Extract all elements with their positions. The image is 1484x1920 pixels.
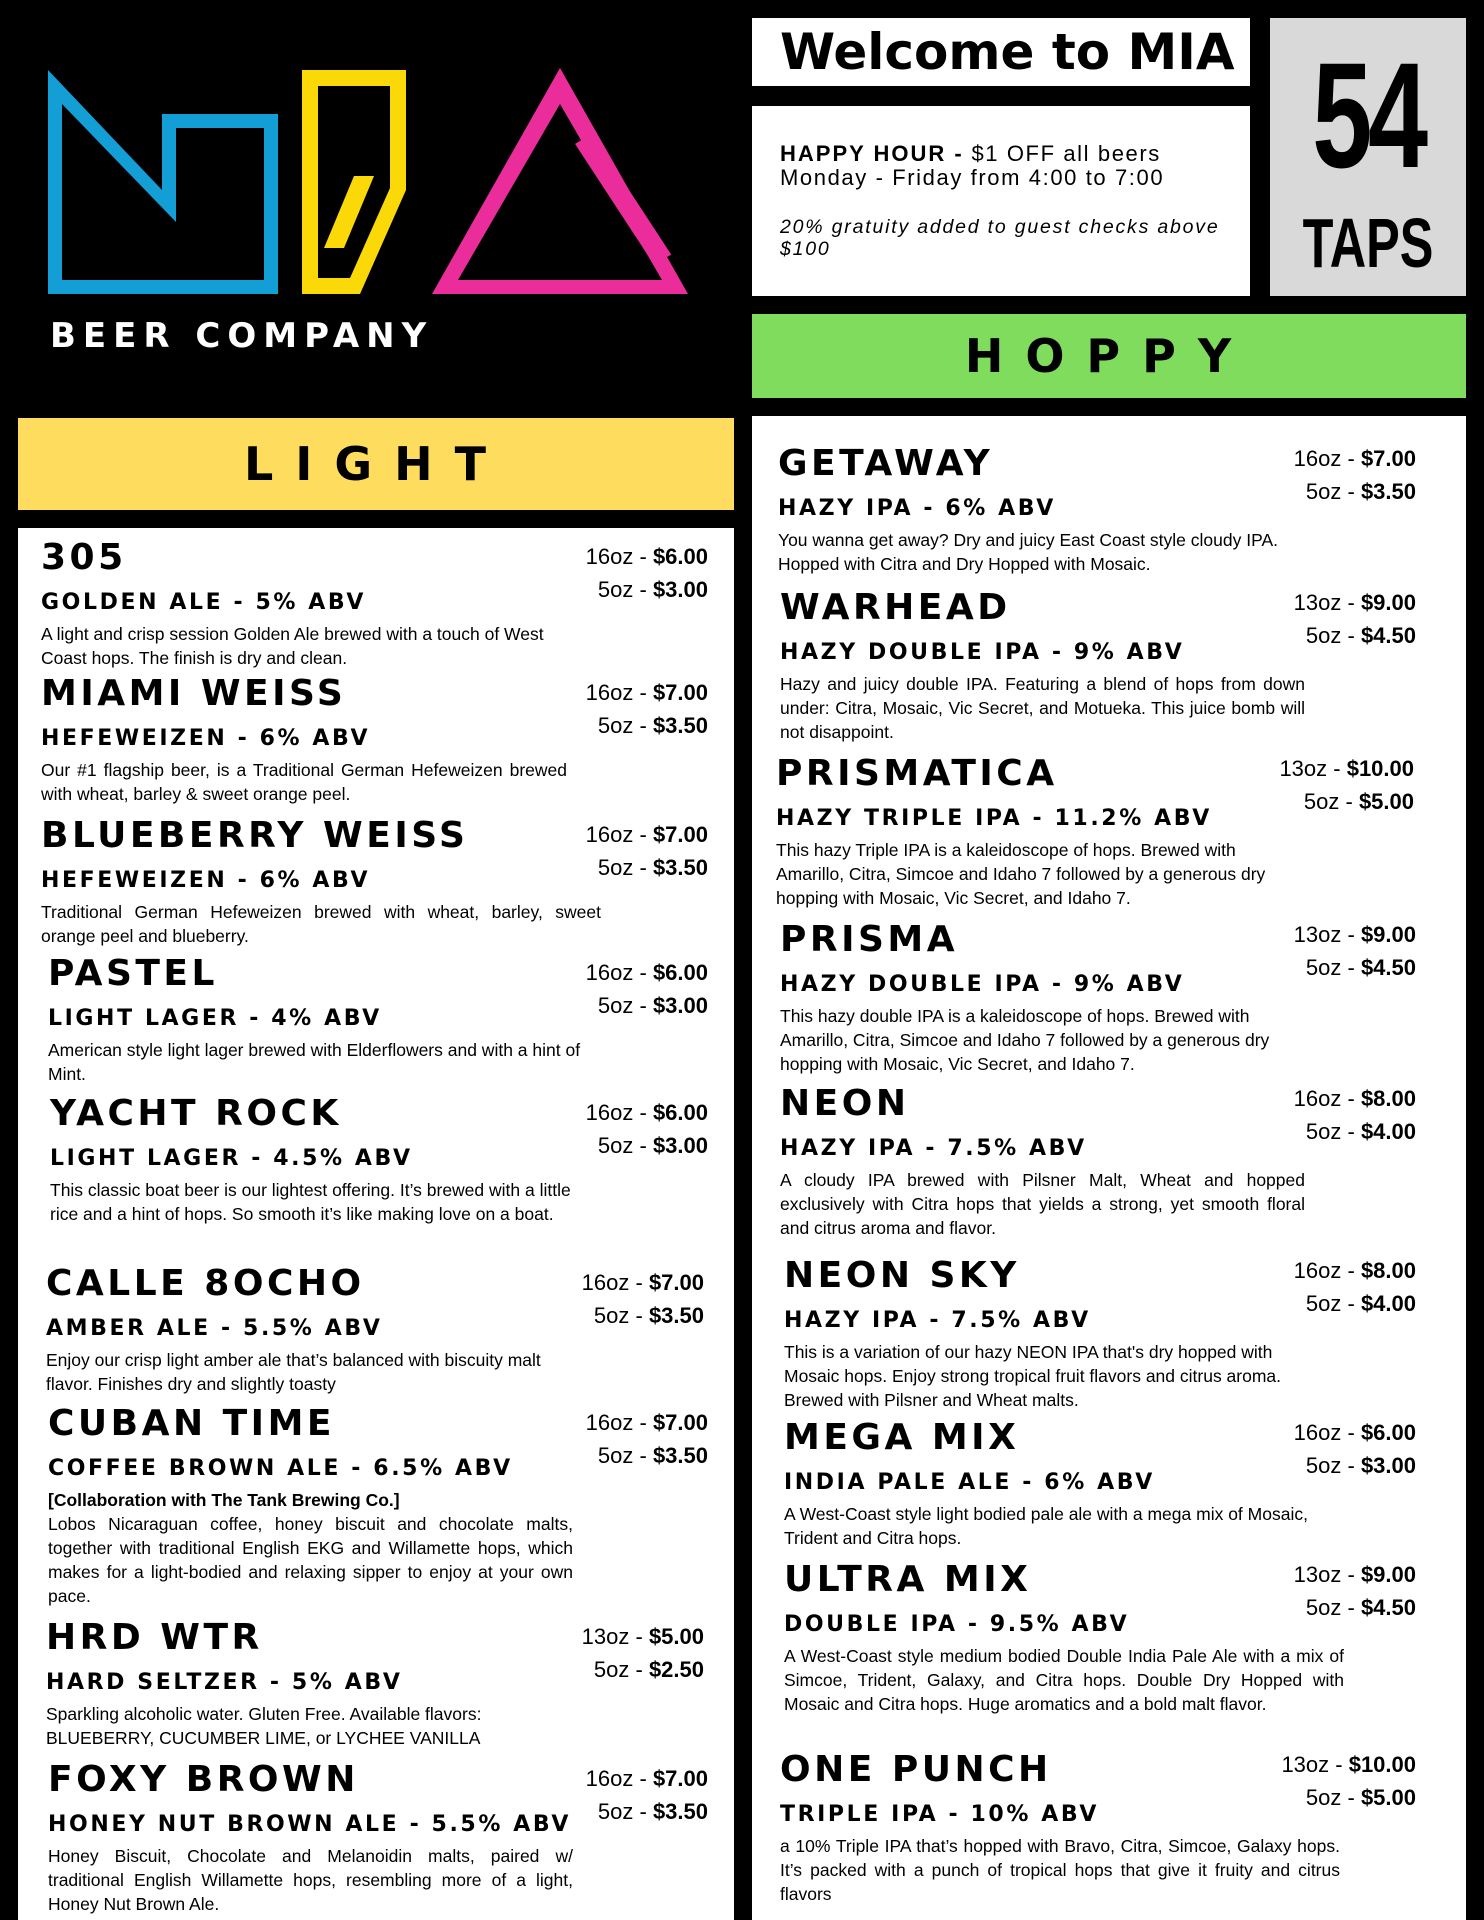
beer-prices <box>1294 1082 1416 1148</box>
beer-style: HAZY IPA - 7.5% ABV <box>784 1308 1091 1333</box>
beer-prices <box>586 676 708 742</box>
beer-prices <box>1279 752 1414 818</box>
pour-size: 16oz - <box>585 1766 653 1791</box>
beer-name: FOXY BROWN <box>48 1759 359 1800</box>
price-line-large <box>582 1266 704 1299</box>
price-line-small <box>1294 1287 1416 1320</box>
price: $3.50 <box>1360 479 1416 504</box>
beer-prices <box>1294 442 1416 508</box>
pour-size: 16oz - <box>585 822 653 847</box>
price: $8.00 <box>1360 1086 1416 1111</box>
pour-size: 16oz - <box>1293 446 1361 471</box>
brand-subtitle: BEER COMPANY <box>50 316 434 356</box>
taps-count-box <box>1270 18 1466 296</box>
price-line-small <box>582 1299 704 1332</box>
beer-description: A West-Coast style light bodied pale ale with a mega mix of Mosaic, Trident and Citra hops. <box>784 1504 1308 1548</box>
beer-prices <box>586 818 708 884</box>
beer-name: NEON <box>780 1083 910 1124</box>
beer-style: HEFEWEIZEN - 6% ABV <box>41 868 371 893</box>
beer-description: Honey Biscuit, Chocolate and Melanoidin malts, paired w/ traditional English Willamette hops, resembling more of a light, Honey Nut Brown Ale. <box>48 1846 573 1914</box>
pour-size: 13oz - <box>1293 922 1361 947</box>
collaboration-note: [Collaboration with The Tank Brewing Co.] <box>48 1490 400 1510</box>
happy-hour-text <box>780 142 1164 190</box>
hoppy-section-header: HOPPY <box>752 314 1466 398</box>
price-line-large <box>586 956 708 989</box>
price-line-large <box>586 1406 708 1439</box>
price: $10.00 <box>1346 756 1414 781</box>
beer-style: HONEY NUT BROWN ALE - 5.5% ABV <box>48 1812 571 1837</box>
beer-name: ONE PUNCH <box>780 1749 1052 1790</box>
beer-description <box>48 1488 573 1608</box>
beer-name: PRISMATICA <box>776 753 1058 794</box>
beer-description: You wanna get away? Dry and juicy East Coast style cloudy IPA. Hopped with Citra and Dry Hopped with Mosaic. <box>778 530 1278 574</box>
beer-description: A light and crisp session Golden Ale brewed with a touch of West Coast hops. The finish is dry and clean. <box>41 624 544 668</box>
pour-size: 5oz - <box>1305 1119 1361 1144</box>
price: $4.00 <box>1360 1119 1416 1144</box>
happy-hour-label: HAPPY HOUR - <box>780 141 964 166</box>
price-line-small <box>1294 619 1416 652</box>
gratuity-note: 20% gratuity added to guest checks above $100 <box>780 216 1220 260</box>
beer-description: This is a variation of our hazy NEON IPA that's dry hopped with Mosaic hops. Enjoy strong tropical fruit flavors and citrus aroma. Brewed with Pilsner and Wheat malts. <box>784 1342 1282 1410</box>
pour-size: 5oz - <box>597 1799 653 1824</box>
beer-prices <box>586 956 708 1022</box>
pour-size: 13oz - <box>581 1624 649 1649</box>
price: $6.00 <box>1360 1420 1416 1445</box>
price-line-large <box>586 818 708 851</box>
price: $7.00 <box>652 1766 708 1791</box>
pour-size: 5oz - <box>1303 789 1359 814</box>
price-line-small <box>1294 1115 1416 1148</box>
price: $3.00 <box>1360 1453 1416 1478</box>
pour-size: 5oz - <box>597 1443 653 1468</box>
beer-description: a 10% Triple IPA that’s hopped with Bravo, Citra, Simcoe, Galaxy hops. It’s packed with a punch of tropical hops that give it fruity and citrus flavors <box>780 1836 1340 1904</box>
price-line-small <box>586 573 708 606</box>
pour-size: 5oz - <box>597 855 653 880</box>
beer-prices <box>582 1266 704 1332</box>
beer-description: A cloudy IPA brewed with Pilsner Malt, Wheat and hopped exclusively with Citra hops that yields a strong, yet smooth floral and citrus aroma and flavor. <box>780 1170 1305 1238</box>
price-line-small <box>1279 785 1414 818</box>
beer-prices <box>1281 1748 1416 1814</box>
beer-name: ULTRA MIX <box>784 1559 1032 1600</box>
pour-size: 16oz - <box>585 1410 653 1435</box>
price: $5.00 <box>1358 789 1414 814</box>
price: $3.50 <box>652 855 708 880</box>
price: $4.50 <box>1360 623 1416 648</box>
beer-name: WARHEAD <box>780 587 1011 628</box>
pour-size: 5oz - <box>593 1657 649 1682</box>
pour-size: 16oz - <box>585 544 653 569</box>
beer-description: Sparkling alcoholic water. Gluten Free. Available flavors: BLUEBERRY, CUCUMBER LIME, or LYCHEE VANILLA <box>46 1704 482 1748</box>
price-line-large <box>1294 1254 1416 1287</box>
price-line-large <box>1294 1558 1416 1591</box>
beer-prices <box>1294 918 1416 984</box>
pour-size: 16oz - <box>585 680 653 705</box>
price: $6.00 <box>652 1100 708 1125</box>
price: $9.00 <box>1360 1562 1416 1587</box>
price-line-large <box>1294 1416 1416 1449</box>
light-beer-list <box>18 528 734 1920</box>
price: $5.00 <box>1360 1785 1416 1810</box>
pour-size: 5oz - <box>1305 479 1361 504</box>
price: $7.00 <box>648 1270 704 1295</box>
price-line-small <box>1294 1449 1416 1482</box>
price-line-large <box>586 1096 708 1129</box>
price-line-small <box>586 851 708 884</box>
price: $3.50 <box>652 1443 708 1468</box>
taps-label: TAPS <box>1302 204 1434 282</box>
price-line-large <box>586 540 708 573</box>
hoppy-beer-list <box>752 416 1466 1920</box>
pour-size: 16oz - <box>581 1270 649 1295</box>
beer-style: HEFEWEIZEN - 6% ABV <box>41 726 371 751</box>
beer-description-text: Lobos Nicaraguan coffee, honey biscuit and chocolate malts, together with traditional English EKG and Willamette hops, which makes for a light-bodied and relaxing sipper to enjoy at your own pace. <box>48 1514 573 1606</box>
beer-prices <box>1294 1416 1416 1482</box>
pour-size: 13oz - <box>1293 1562 1361 1587</box>
logo-letter-a-line <box>575 130 671 269</box>
beer-name: GETAWAY <box>778 443 994 484</box>
pour-size: 5oz - <box>597 1133 653 1158</box>
price-line-large <box>1294 918 1416 951</box>
beer-style: GOLDEN ALE - 5% ABV <box>41 590 367 615</box>
beer-prices <box>1294 586 1416 652</box>
price: $8.00 <box>1360 1258 1416 1283</box>
beer-style: HAZY DOUBLE IPA - 9% ABV <box>780 640 1185 665</box>
welcome-title: Welcome to MIA <box>780 23 1235 81</box>
light-section-header: LIGHT <box>18 418 734 510</box>
pour-size: 13oz - <box>1293 590 1361 615</box>
price-line-small <box>586 1795 708 1828</box>
beer-style: DOUBLE IPA - 9.5% ABV <box>784 1612 1130 1637</box>
price-line-large <box>1279 752 1414 785</box>
beer-description: This hazy double IPA is a kaleidoscope of hops. Brewed with Amarillo, Citra, Simcoe and Idaho 7 followed by a generous dry hopping with Mosaic, Vic Secret, and Idaho 7. <box>780 1006 1270 1074</box>
beer-name: PASTEL <box>48 953 218 994</box>
beer-description: Hazy and juicy double IPA. Featuring a blend of hops from down under: Citra, Mosaic, Vic Secret, and Motueka. This juice bomb will not disappoint. <box>780 674 1305 742</box>
beer-prices <box>582 1620 704 1686</box>
beer-style: LIGHT LAGER - 4.5% ABV <box>50 1146 413 1171</box>
beer-name: MEGA MIX <box>784 1417 1020 1458</box>
price: $9.00 <box>1360 922 1416 947</box>
price-line-small <box>1294 951 1416 984</box>
pour-size: 5oz - <box>1305 955 1361 980</box>
pour-size: 13oz - <box>1281 1752 1349 1777</box>
price: $6.00 <box>652 960 708 985</box>
beer-prices <box>586 1406 708 1472</box>
beer-style: TRIPLE IPA - 10% ABV <box>780 1802 1099 1827</box>
beer-prices <box>586 540 708 606</box>
price: $7.00 <box>1360 446 1416 471</box>
price: $9.00 <box>1360 590 1416 615</box>
pour-size: 5oz - <box>1305 623 1361 648</box>
price-line-small <box>586 989 708 1022</box>
pour-size: 16oz - <box>585 960 653 985</box>
beer-name: MIAMI WEISS <box>41 673 347 714</box>
price-line-small <box>1294 475 1416 508</box>
beer-description: Enjoy our crisp light amber ale that’s balanced with biscuity malt flavor. Finishes dry and slightly toasty <box>46 1350 541 1394</box>
taps-count: 54 <box>1312 31 1424 199</box>
pour-size: 5oz - <box>1305 1595 1361 1620</box>
pour-size: 13oz - <box>1279 756 1347 781</box>
price: $3.00 <box>652 577 708 602</box>
beer-name: CUBAN TIME <box>48 1403 335 1444</box>
beer-prices <box>1294 1558 1416 1624</box>
happy-hour-deal: $1 OFF all beers <box>963 141 1161 166</box>
happy-hour-schedule: Monday - Friday from 4:00 to 7:00 <box>780 165 1165 190</box>
price: $3.50 <box>652 713 708 738</box>
price: $6.00 <box>652 544 708 569</box>
pour-size: 5oz - <box>593 1303 649 1328</box>
price-line-small <box>586 1129 708 1162</box>
beer-style: INDIA PALE ALE - 6% ABV <box>784 1470 1155 1495</box>
price: $7.00 <box>652 680 708 705</box>
pour-size: 16oz - <box>1293 1420 1361 1445</box>
beer-prices <box>586 1762 708 1828</box>
beer-name: HRD WTR <box>46 1617 263 1658</box>
beer-name: 305 <box>41 537 127 578</box>
beer-prices <box>1294 1254 1416 1320</box>
pour-size: 5oz - <box>1305 1453 1361 1478</box>
price-line-large <box>582 1620 704 1653</box>
price-line-large <box>586 676 708 709</box>
beer-name: YACHT ROCK <box>50 1093 342 1134</box>
beer-name: BLUEBERRY WEISS <box>41 815 469 856</box>
price-line-small <box>1294 1591 1416 1624</box>
price: $7.00 <box>652 1410 708 1435</box>
price-line-small <box>582 1653 704 1686</box>
beer-name: NEON SKY <box>784 1255 1020 1296</box>
price: $7.00 <box>652 822 708 847</box>
price-line-large <box>1294 1082 1416 1115</box>
beer-style: AMBER ALE - 5.5% ABV <box>46 1316 383 1341</box>
beer-name: PRISMA <box>780 919 959 960</box>
price: $5.00 <box>648 1624 704 1649</box>
beer-description: Our #1 flagship beer, is a Traditional German Hefeweizen brewed with wheat, barley & sweet orange peel. <box>41 760 567 804</box>
beer-style: HAZY DOUBLE IPA - 9% ABV <box>780 972 1185 997</box>
beer-description: Traditional German Hefeweizen brewed with wheat, barley, sweet orange peel and blueberry. <box>41 902 601 946</box>
pour-size: 16oz - <box>1293 1258 1361 1283</box>
price: $10.00 <box>1348 1752 1416 1777</box>
beer-description: This classic boat beer is our lightest offering. It’s brewed with a little rice and a hint of hops. So smooth it’s like making love on a boat. <box>50 1180 571 1224</box>
welcome-banner <box>752 18 1250 86</box>
pour-size: 5oz - <box>597 993 653 1018</box>
pour-size: 5oz - <box>597 577 653 602</box>
beer-prices <box>586 1096 708 1162</box>
price-line-large <box>1294 442 1416 475</box>
beer-style: HAZY IPA - 6% ABV <box>778 496 1056 521</box>
price: $3.00 <box>652 1133 708 1158</box>
price-line-small <box>1281 1781 1416 1814</box>
beer-description: This hazy Triple IPA is a kaleidoscope of hops. Brewed with Amarillo, Citra, Simcoe and Idaho 7 followed by a generous dry hopping with Mosaic, Vic Secret, and Idaho 7. <box>776 840 1266 908</box>
happy-hour-box <box>752 106 1250 296</box>
price-line-large <box>1281 1748 1416 1781</box>
beer-style: COFFEE BROWN ALE - 6.5% ABV <box>48 1456 513 1481</box>
pour-size: 5oz - <box>1305 1785 1361 1810</box>
beer-description: A West-Coast style medium bodied Double India Pale Ale with a mix of Simcoe, Trident, Galaxy, and Citra hops. Double Dry Hopped with Mosaic and Citra hops. Huge aromatics and a bold malt flavor. <box>784 1646 1344 1714</box>
price: $3.50 <box>648 1303 704 1328</box>
price-line-large <box>1294 586 1416 619</box>
beer-style: HAZY IPA - 7.5% ABV <box>780 1136 1087 1161</box>
beer-description: American style light lager brewed with Elderflowers and with a hint of Mint. <box>48 1040 581 1084</box>
price-line-large <box>586 1762 708 1795</box>
mia-logo <box>48 58 698 308</box>
price-line-small <box>586 1439 708 1472</box>
beer-style: HARD SELTZER - 5% ABV <box>46 1670 403 1695</box>
price: $4.00 <box>1360 1291 1416 1316</box>
price: $2.50 <box>648 1657 704 1682</box>
logo-letter-a <box>432 68 688 294</box>
pour-size: 16oz - <box>585 1100 653 1125</box>
price: $4.50 <box>1360 1595 1416 1620</box>
price: $4.50 <box>1360 955 1416 980</box>
price: $3.50 <box>652 1799 708 1824</box>
beer-style: LIGHT LAGER - 4% ABV <box>48 1006 382 1031</box>
pour-size: 5oz - <box>597 713 653 738</box>
pour-size: 5oz - <box>1305 1291 1361 1316</box>
price: $3.00 <box>652 993 708 1018</box>
price-line-small <box>586 709 708 742</box>
beer-style: HAZY TRIPLE IPA - 11.2% ABV <box>776 806 1212 831</box>
logo-letter-i-slash <box>324 176 374 248</box>
logo-letter-m <box>48 70 278 294</box>
beer-name: CALLE 8OCHO <box>46 1263 365 1304</box>
pour-size: 16oz - <box>1293 1086 1361 1111</box>
